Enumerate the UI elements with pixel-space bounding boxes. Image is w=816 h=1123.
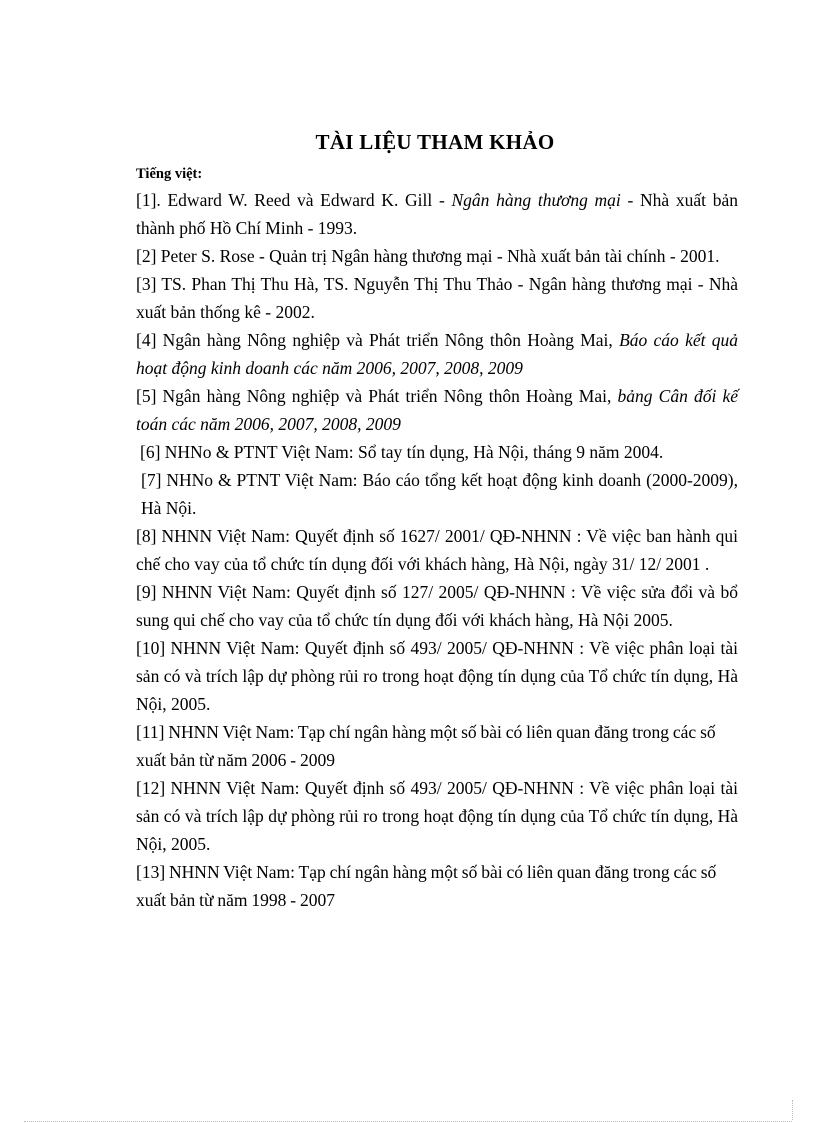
page-bottom-border (24, 1121, 792, 1122)
reference-item-5 (136, 382, 738, 438)
reference-item-6 (136, 438, 738, 466)
reference-text: [11] NHNN Việt Nam: Tạp chí ngân hàng một số bài có liên quan đăng trong các số xuất bản từ năm 2006 - 2009 (136, 722, 716, 770)
reference-text: [4] Ngân hàng Nông nghiệp và Phát triển Nông thôn Hoàng Mai, (136, 330, 620, 350)
reference-item-11 (136, 718, 738, 774)
reference-text: [10] NHNN Việt Nam: Quyết định số 493/ 2005/ QĐ-NHNN : Về việc phân loại tài sản có và trích lập dự phòng rủi ro trong hoạt động tín dụng của Tổ chức tín dụng, Hà Nội, 2005. (136, 638, 738, 714)
reference-text: [5] Ngân hàng Nông nghiệp và Phát triển Nông thôn Hoàng Mai, (136, 386, 618, 406)
reference-italic-title: Báo cáo kết quả hoạt động kinh doanh các năm 2006, 2007, 2008, 2009 (136, 330, 739, 378)
reference-item-3 (136, 270, 738, 326)
reference-text: [1]. Edward W. Reed và Edward K. Gill - (136, 190, 452, 210)
reference-item-13 (136, 858, 738, 914)
reference-list (136, 186, 738, 914)
page-title: TÀI LIỆU THAM KHẢO (315, 130, 555, 154)
reference-text: [13] NHNN Việt Nam: Tạp chí ngân hàng một số bài có liên quan đăng trong các số xuất bản từ năm 1998 - 2007 (136, 862, 717, 910)
reference-item-12 (136, 774, 738, 858)
reference-text: [3] TS. Phan Thị Thu Hà, TS. Nguyễn Thị Thu Thảo - Ngân hàng thương mại - Nhà xuất bản thống kê - 2002. (136, 274, 738, 322)
reference-item-2 (136, 242, 738, 270)
page-right-border (792, 1100, 793, 1120)
reference-text: [2] Peter S. Rose - Quản trị Ngân hàng thương mại - Nhà xuất bản tài chính - 2001. (136, 246, 720, 266)
reference-item-7 (136, 466, 738, 522)
reference-italic-title: Ngân hàng thương mại (451, 190, 621, 210)
reference-item-8 (136, 522, 738, 578)
section-subtitle: Tiếng việt: (136, 166, 203, 182)
reference-item-9 (136, 578, 738, 634)
reference-item-4 (136, 326, 738, 382)
reference-item-10 (136, 634, 738, 718)
reference-italic-title: bảng Cân đối kế toán các năm 2006, 2007, 2008, 2009 (136, 386, 739, 434)
reference-text: [8] NHNN Việt Nam: Quyết định số 1627/ 2001/ QĐ-NHNN : Về việc ban hành qui chế cho vay của tổ chức tín dụng đối với khách hàng, Hà Nội, ngày 31/ 12/ 2001 . (136, 526, 738, 574)
reference-text: [9] NHNN Việt Nam: Quyết định số 127/ 2005/ QĐ-NHNN : Về việc sửa đổi và bổ sung qui chế cho vay của tổ chức tín dụng đối với khách hàng, Hà Nội 2005. (136, 582, 738, 630)
reference-item-1 (136, 186, 738, 242)
reference-text-tail: - Nhà xuất bản thành phố Hồ Chí Minh - 1993. (136, 190, 739, 238)
reference-text: [12] NHNN Việt Nam: Quyết định số 493/ 2005/ QĐ-NHNN : Về việc phân loại tài sản có và trích lập dự phòng rủi ro trong hoạt động tín dụng của Tổ chức tín dụng, Hà Nội, 2005. (136, 778, 738, 854)
reference-text: [6] NHNo & PTNT Việt Nam: Sổ tay tín dụng, Hà Nội, tháng 9 năm 2004. (140, 442, 664, 462)
reference-text: [7] NHNo & PTNT Việt Nam: Báo cáo tổng kết hoạt động kinh doanh (2000-2009), Hà Nội. (141, 470, 738, 518)
